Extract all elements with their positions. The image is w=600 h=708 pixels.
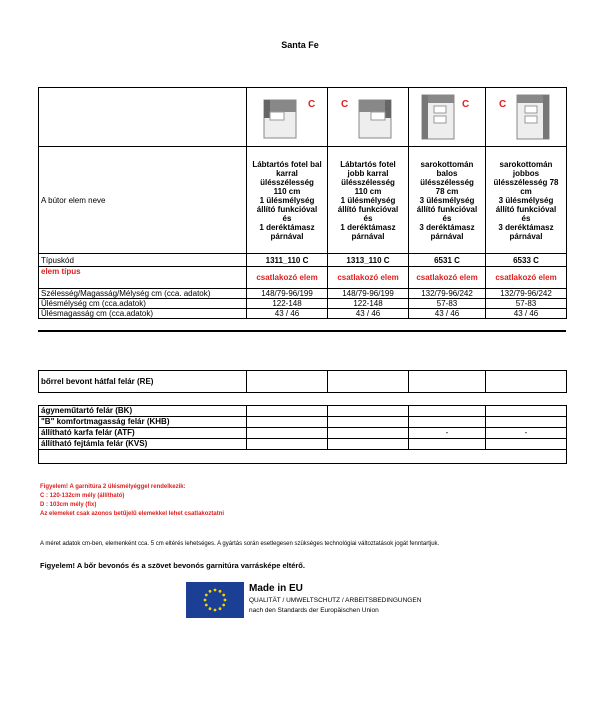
element-type: csatlakozó elem bbox=[247, 267, 328, 289]
product-name-line: párnával bbox=[430, 231, 464, 241]
surcharge-table bbox=[38, 405, 567, 464]
product-name-line: állító funkcióval bbox=[256, 204, 318, 214]
connector-mark: C bbox=[308, 99, 316, 110]
leather-back-row bbox=[39, 371, 567, 393]
made-in-eu-title: Made in EU bbox=[249, 583, 303, 594]
product-name-line: ülésszélesség bbox=[260, 177, 314, 187]
connector-mark: C bbox=[341, 99, 349, 110]
element-type: csatlakozó elem bbox=[486, 267, 567, 289]
product-name-line: 3 deréktámasz bbox=[498, 222, 554, 232]
surcharge-value bbox=[486, 439, 567, 450]
dimensions: 132/79-96/242 bbox=[409, 289, 486, 299]
seat-height: 43 / 46 bbox=[409, 309, 486, 319]
product-name bbox=[486, 147, 567, 254]
element-type: csatlakozó elem bbox=[409, 267, 486, 289]
product-name-line: 110 cm bbox=[354, 186, 382, 196]
surcharge-value bbox=[247, 428, 328, 439]
product-name-line: 78 cm bbox=[435, 186, 459, 196]
divider bbox=[38, 330, 566, 332]
surcharge-row bbox=[39, 417, 567, 428]
leather-surcharge-table bbox=[38, 370, 567, 393]
dimensions-row bbox=[39, 289, 567, 299]
corner-ottoman-left-diagram bbox=[412, 92, 482, 142]
row-label-element-type: elem típus bbox=[39, 267, 247, 289]
seat-depth: 122-148 bbox=[328, 299, 409, 309]
surcharge-value bbox=[328, 439, 409, 450]
product-name-line: sarokottomán bbox=[420, 159, 474, 169]
element-type: csatlakozó elem bbox=[328, 267, 409, 289]
product-image-cell bbox=[486, 88, 567, 147]
product-name-line: jobb karral bbox=[347, 168, 389, 178]
surcharge-cell bbox=[486, 371, 567, 393]
surcharge-value bbox=[247, 406, 328, 417]
dimensions: 148/79-96/199 bbox=[328, 289, 409, 299]
surcharge-row bbox=[39, 428, 567, 439]
empty-cell bbox=[39, 88, 247, 147]
seat-depth: 57-83 bbox=[486, 299, 567, 309]
product-table bbox=[38, 87, 567, 319]
surcharge-value bbox=[328, 428, 409, 439]
seat-height: 43 / 46 bbox=[328, 309, 409, 319]
product-name-line: állító funkcióval bbox=[337, 204, 399, 214]
type-code-row bbox=[39, 254, 567, 267]
size-info: A méret adatok cm-ben, elemenként cca. 5 cm eltérés lehetséges. A gyártás során esetlegesen szükséges technológiai változtatások jogát fenntartjuk. bbox=[40, 541, 440, 547]
surcharge-value bbox=[328, 417, 409, 428]
product-name-line: 3 deréktámasz bbox=[419, 222, 475, 232]
product-name-line: 1 ülésmélység bbox=[259, 195, 315, 205]
product-name-line: 3 ülésmélység bbox=[419, 195, 475, 205]
product-name-line: Lábtartós fotel bal bbox=[252, 159, 322, 169]
surcharge-value bbox=[409, 439, 486, 450]
product-name-line: párnával bbox=[509, 231, 543, 241]
dimensions: 132/79-96/242 bbox=[486, 289, 567, 299]
dimensions: 148/79-96/199 bbox=[247, 289, 328, 299]
surcharge-value bbox=[409, 417, 486, 428]
product-name-line: Lábtartós fotel bbox=[340, 159, 396, 169]
surcharge-value bbox=[409, 406, 486, 417]
product-image-cell bbox=[409, 88, 486, 147]
element-type-row bbox=[39, 267, 567, 289]
surcharge-label: "B" komfortmagasság felár (KHB) bbox=[39, 417, 247, 428]
warning-text: Figyelem! A bőr bevonós és a szövet bevonós garnitúra varrásképe eltérő. bbox=[40, 561, 305, 570]
surcharge-label: ágyneműtartó felár (BK) bbox=[39, 406, 247, 417]
connector-mark: C bbox=[499, 99, 507, 110]
product-name-line: és bbox=[363, 213, 373, 223]
surcharge-value: - bbox=[409, 428, 486, 439]
product-name-line: 1 ülésmélység bbox=[340, 195, 396, 205]
product-name-line: állító funkcióval bbox=[416, 204, 478, 214]
seat-depth-row bbox=[39, 299, 567, 309]
surcharge-cell bbox=[247, 371, 328, 393]
note-line: C : 120-132cm mély (állítható) bbox=[40, 493, 125, 499]
name-row bbox=[39, 147, 567, 254]
surcharge-value: - bbox=[486, 428, 567, 439]
surcharge-cell bbox=[409, 371, 486, 393]
product-image-cell bbox=[328, 88, 409, 147]
seat-height: 43 / 46 bbox=[486, 309, 567, 319]
product-name-line: ülésszélesség 78 bbox=[493, 177, 559, 187]
product-name-line: és bbox=[442, 213, 452, 223]
product-name-line: jobbos bbox=[512, 168, 540, 178]
depth-note bbox=[40, 483, 224, 519]
note-line: Figyelem! A garnitúra 2 ülésmélyéggel rendelkezik: bbox=[40, 484, 186, 490]
product-name-line: és bbox=[521, 213, 531, 223]
seat-height-row bbox=[39, 309, 567, 319]
row-label-name: A bútor elem neve bbox=[39, 147, 247, 254]
eu-standards-line: nach den Standards der Europäischen Union bbox=[249, 607, 379, 614]
seat-depth: 57-83 bbox=[409, 299, 486, 309]
product-name-line: cm bbox=[520, 186, 532, 196]
product-name-line: balos bbox=[436, 168, 458, 178]
surcharge-row bbox=[39, 439, 567, 450]
seat-depth: 122-148 bbox=[247, 299, 328, 309]
product-name-line: és bbox=[282, 213, 292, 223]
product-name-line: 3 ülésmélység bbox=[498, 195, 554, 205]
product-name-line: párnával bbox=[270, 231, 304, 241]
surcharge-value bbox=[486, 406, 567, 417]
product-name-line: sarokottomán bbox=[499, 159, 553, 169]
product-name-line: 110 cm bbox=[273, 186, 301, 196]
connector-mark: C bbox=[462, 99, 470, 110]
surcharge-label: állítható fejtámla felár (KVS) bbox=[39, 439, 247, 450]
surcharge-cell bbox=[328, 371, 409, 393]
row-label-dimensions: Szélesség/Magasság/Mélység cm (cca. adatok) bbox=[39, 289, 247, 299]
seat-height: 43 / 46 bbox=[247, 309, 328, 319]
surcharge-value bbox=[486, 417, 567, 428]
eu-flag-icon bbox=[186, 582, 244, 618]
surcharge-label: állítható karfa felár (ATF) bbox=[39, 428, 247, 439]
surcharge-value bbox=[328, 406, 409, 417]
image-row bbox=[39, 88, 567, 147]
product-name bbox=[247, 147, 328, 254]
product-name-line: párnával bbox=[351, 231, 385, 241]
note-line: Az elemeket csak azonos betűjelű elemekkel lehet csatlakoztatni bbox=[40, 511, 225, 517]
product-image-cell bbox=[247, 88, 328, 147]
row-label-type-code: Típuskód bbox=[39, 254, 247, 267]
row-label-seat-height: Ülésmagasság cm (cca.adatok) bbox=[39, 309, 247, 319]
surcharge-row bbox=[39, 406, 567, 417]
document-title: Santa Fe bbox=[281, 40, 319, 50]
product-name-line: ülésszélesség bbox=[420, 177, 474, 187]
note-line: D : 103cm mély (fix) bbox=[40, 502, 97, 508]
type-code: 1313_110 C bbox=[328, 254, 409, 267]
product-name-line: karral bbox=[276, 168, 298, 178]
product-name-line: állító funkcióval bbox=[495, 204, 557, 214]
row-label-seat-depth: Ülésmélység cm (cca.adatok) bbox=[39, 299, 247, 309]
product-name-line: 1 deréktámasz bbox=[340, 222, 396, 232]
type-code: 6533 C bbox=[486, 254, 567, 267]
product-name bbox=[409, 147, 486, 254]
surcharge-value bbox=[247, 439, 328, 450]
surcharge-value bbox=[247, 417, 328, 428]
type-code: 1311_110 C bbox=[247, 254, 328, 267]
leather-back-label: bőrrel bevont hátfal felár (RE) bbox=[39, 371, 247, 393]
product-name bbox=[328, 147, 409, 254]
type-code: 6531 C bbox=[409, 254, 486, 267]
empty-cell bbox=[39, 450, 567, 464]
surcharge-empty-row bbox=[39, 450, 567, 464]
eu-quality-line: QUALITÄT / UMWELTSCHUTZ / ARBEITSBEDINGUNGEN bbox=[249, 597, 422, 604]
product-name-line: ülésszélesség bbox=[341, 177, 395, 187]
product-name-line: 1 deréktámasz bbox=[259, 222, 315, 232]
